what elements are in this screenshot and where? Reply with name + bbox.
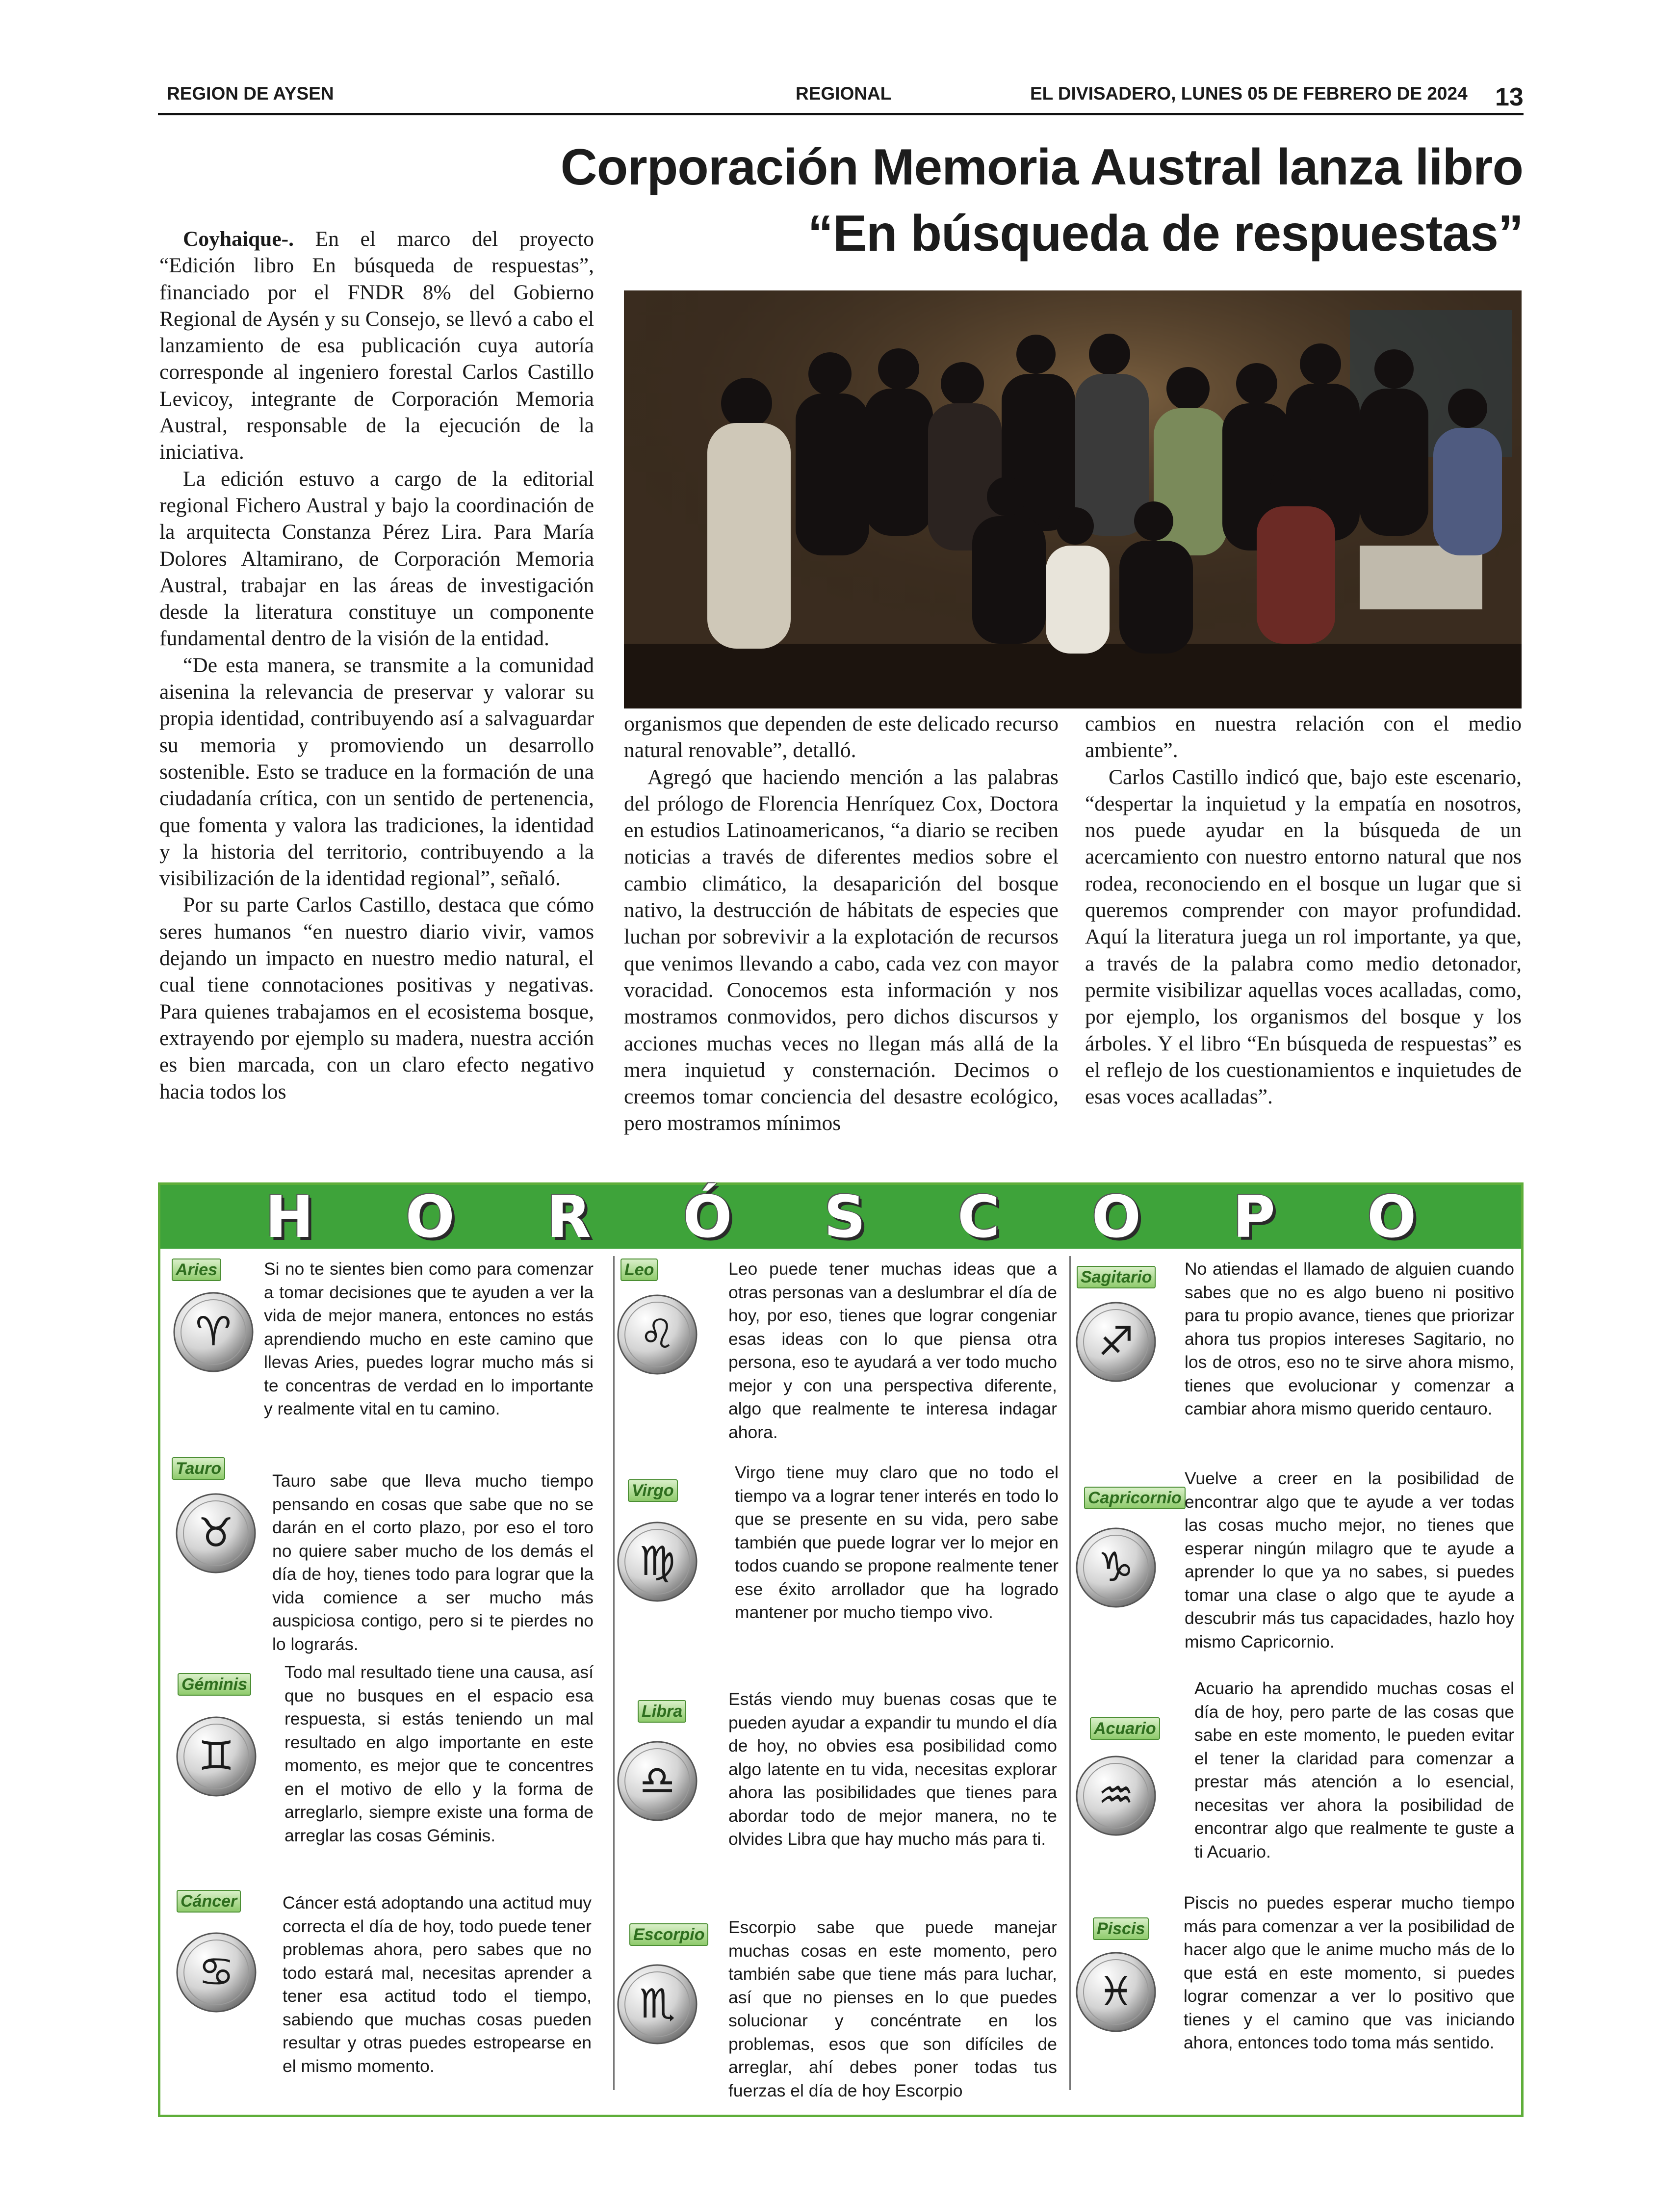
sign-label-aries: Aries bbox=[172, 1258, 221, 1281]
article-paragraph: Por su parte Carlos Castillo, destaca que cómo seres humanos “en nuestro diario vivir, vamos dejando un impacto en nuestro medio natural, el cual tiene connotaciones positivas y negativas. Para quienes trabajamos en el ecosistema bosque, extrayendo por ejemplo su madera, nuestra acción es bien marcada, con un claro efecto negativo hacia todos los bbox=[159, 893, 594, 1103]
libra-icon bbox=[616, 1739, 699, 1823]
sign-label-géminis: Géminis bbox=[178, 1673, 251, 1696]
horoscope-text-escorpio: Escorpio sabe que puede manejar muchas cosas en este momento, pero también sabe que tiene más para luchar, así que no pienses en lo que puedes solucionar y concéntrate en los problemas, esos que son difíciles de arreglar, ahí debes poner todas tus fuerzas el día de hoy Escorpio bbox=[728, 1917, 1057, 2100]
horoscope-banner-title bbox=[160, 1185, 1521, 1249]
article-column-3 bbox=[1085, 710, 1522, 1110]
banner-letter: H bbox=[265, 1183, 314, 1251]
banner-letter: Ó bbox=[683, 1183, 732, 1251]
article-paragraph: Coyhaique-. En el marco del proyecto “Edición libro En búsqueda de respuestas”, financiado por el FNDR 8% del Gobierno Regional de Aysén y su Consejo, se llevó a cabo el lanzamiento de esa publicación cuya autoría corresponde al ingeniero forestal Carlos Castillo Levicoy, integrante de Corporación Memoria Austral, responsable de la ejecución de la iniciativa. bbox=[159, 227, 594, 464]
svg-text:♈: ♈ bbox=[195, 1309, 232, 1355]
header-date: EL DIVISADERO, LUNES 05 DE FEBRERO DE 2024 bbox=[1030, 83, 1468, 104]
horoscope-text-libra: Estás viendo muy buenas cosas que te pueden ayudar a expandir tu mundo el día de hoy, no obvies esa posibilidad como algo latente en tu vida, necesitas explorar ahora las posibilidades que tienes para abordar todo de mejor manera, no te olvides Libra que hay mucho más para ti. bbox=[728, 1689, 1057, 1849]
sign-label-libra: Libra bbox=[638, 1700, 686, 1723]
horoscope-text-géminis: Todo mal resultado tiene una causa, así que no busques en el espacio esa respuesta, si estás teniendo un mal resultado en algo importante en este momento, es mejor que te concentres en el motivo de ello y la forma de arreglarlo, siempre existe una forma de arreglar las cosas Géminis. bbox=[284, 1662, 594, 1845]
horoscope-text-acuario: Acuario ha aprendido muchas cosas el día de hoy, pero parte de las cosas que sabe en este momento, le pueden evitar el tener la claridad para comenzar a prestar más atención a lo esencial, necesitas ver ahora la posibilidad de encontrar algo que realmente te guste a ti Acuario. bbox=[1194, 1678, 1514, 1861]
horoscope-text-aries: Si no te sientes bien como para comenzar a tomar decisiones que te ayuden a ver la vida de mejor manera, entonces no estás aprendiendo mucho en este camino que llevas Aries, puedes lograr mucho más si te concentras de verdad en lo importante y realmente vital en tu camino. bbox=[264, 1259, 594, 1418]
horoscope-text-capricornio: Vuelve a creer en la posibilidad de encontrar algo que te ayude a ver todas las cosas mucho mejor, no tienes que esperar ningún milagro que te ayude a aprender lo que ya no sabes, si puedes tomar una clase o algo que te ayude a descubrir más tus capacidades, hazlo hoy mismo Capricornio. bbox=[1185, 1468, 1514, 1652]
article-column-1 bbox=[159, 226, 594, 1105]
event-group-photo bbox=[624, 290, 1522, 708]
horoscope-text-virgo: Virgo tiene muy claro que no todo el tiempo va a lograr tener interés en todo lo que se presente en su vida, pero sabe también que puede lograr ver lo mejor en todos cuando se propone realmente tener ese éxito arrollador que ha logrado mantener por mucho tiempo vivo. bbox=[735, 1463, 1059, 1622]
horoscope-text-leo: Leo puede tener muchas ideas que a otras personas van a deslumbrar el día de hoy, por eso, tienes que lograr congeniar esas ideas con lo que piensa otra persona, eso te ayudará a ver todo mucho mejor y con una perspectiva diferente, algo que realmente te interesa indagar ahora. bbox=[728, 1259, 1057, 1442]
sagittarius-icon bbox=[1074, 1300, 1158, 1384]
banner-letter: C bbox=[957, 1183, 1000, 1251]
article-paragraph: cambios en nuestra relación con el medio ambiente”. bbox=[1085, 712, 1522, 762]
svg-text:♑: ♑ bbox=[1098, 1544, 1134, 1591]
header-rule bbox=[158, 113, 1524, 115]
sign-label-cáncer: Cáncer bbox=[177, 1890, 241, 1913]
article-paragraph: organismos que dependen de este delicado recurso natural renovable”, detalló. bbox=[624, 712, 1059, 762]
article-column-2 bbox=[624, 710, 1059, 1137]
svg-text:♉: ♉ bbox=[198, 1510, 234, 1556]
pisces-icon bbox=[1074, 1950, 1158, 2034]
svg-text:♋: ♋ bbox=[198, 1949, 234, 1995]
column-divider bbox=[1069, 1256, 1071, 2090]
banner-letter: O bbox=[405, 1183, 455, 1251]
svg-text:♐: ♐ bbox=[1098, 1318, 1134, 1365]
horoscope-text-sagitario: No atiendas el llamado de alguien cuando sabes que no es algo bueno ni positivo para tu propio avance, tienes que priorizar ahora tus propios intereses Sagitario, no los de otros, eso no te sirve ahora mismo, tienes que evolucionar y comenzar a cambiar ahora mismo querido centauro. bbox=[1185, 1259, 1514, 1418]
aquarius-icon bbox=[1074, 1754, 1158, 1837]
taurus-icon bbox=[174, 1492, 258, 1575]
banner-letter: O bbox=[1091, 1183, 1141, 1251]
scorpio-icon bbox=[616, 1963, 699, 2046]
horoscope-text-cáncer: Cáncer está adoptando una actitud muy correcta el día de hoy, todo puede tener problemas ahora, pero sabes que no todo estará mal, necesitas aprender a tener esa actitud todo el tiempo, sabiendo que muchas cosas pueden resultar y otras puedes estropearse en el mismo momento. bbox=[283, 1893, 592, 2076]
article-paragraph: Agregó que haciendo mención a las palabras del prólogo de Florencia Henríquez Cox, Doctora en estudios Latinoamericanos, “a diario se reciben noticias a través de diferentes medios sobre el cambio climático, la desaparición del bosque nativo, la destrucción de hábitats de especies que luchan por sobrevivir a la explotación de recursos que venimos llevando a cabo, cada vez con mayor voracidad. Conocemos esta información y nos mostramos conmovidos, pero dichos discursos y acciones muchas veces no llegan más allá de la mera inquietud y consternación. Decimos o creemos tomar conciencia del desastre ecológico, pero mostramos mínimos bbox=[624, 765, 1059, 1135]
article-title-line-2: “En búsqueda de respuestas” bbox=[807, 205, 1523, 262]
svg-text:♒: ♒ bbox=[1098, 1772, 1134, 1819]
capricorn-icon bbox=[1074, 1526, 1158, 1609]
sign-label-tauro: Tauro bbox=[172, 1457, 225, 1480]
cancer-icon bbox=[175, 1931, 258, 2014]
svg-text:♓: ♓ bbox=[1098, 1968, 1134, 2015]
article-paragraph: Carlos Castillo indicó que, bajo este escenario, “despertar la inquietud y la empatía en nosotros, nos puede ayudar en la búsqueda de un acercamiento con nuestro entorno natural que nos rodea, reconociendo en el bosque un lugar que si queremos comprender con mayor profundidad. Aquí la literatura juega un rol importante, ya que, a través de la palabra como medio detonador, permite visibilizar aquellas voces acalladas, como, por ejemplo, los organismos del bosque y los árboles. Y el libro “En búsqueda de respuestas” es el reflejo de los cuestionamientos e inquietudes de esas voces acalladas”. bbox=[1085, 765, 1522, 1109]
gemini-icon bbox=[175, 1715, 258, 1798]
sign-label-leo: Leo bbox=[620, 1258, 658, 1281]
column-divider bbox=[613, 1256, 615, 2090]
article-title-line-1: Corporación Memoria Austral lanza libro bbox=[560, 139, 1523, 196]
svg-text:♏: ♏ bbox=[639, 1981, 675, 2027]
article-paragraph: La edición estuvo a cargo de la editorial regional Fichero Austral y bajo la coordinación de la arquitecta Constanza Pérez Lira. Para María Dolores Altamirano, de Corporación Memoria Austral, trabajar en las áreas de investigación desde la literatura constituye un componente fundamental dentro de la visión de la entidad. bbox=[159, 467, 594, 651]
horoscope-text-tauro: Tauro sabe que lleva mucho tiempo pensando en cosas que sabe que no se darán en el corto plazo, por eso el toro no quiere saber mucho de los demás el día de hoy, tienes todo para lograr que la vida comience a ser mucho más auspiciosa contigo, pero si te pierdes no lo lograrás. bbox=[272, 1471, 594, 1654]
svg-text:♎: ♎ bbox=[639, 1757, 675, 1804]
banner-letter: S bbox=[824, 1183, 866, 1251]
sign-label-piscis: Piscis bbox=[1093, 1917, 1149, 1940]
aries-icon bbox=[172, 1290, 255, 1374]
page-number: 13 bbox=[1495, 83, 1524, 111]
svg-text:♊: ♊ bbox=[198, 1733, 234, 1780]
svg-text:♍: ♍ bbox=[639, 1538, 675, 1585]
sign-label-acuario: Acuario bbox=[1090, 1717, 1160, 1740]
banner-letter: O bbox=[1367, 1183, 1417, 1251]
sign-label-virgo: Virgo bbox=[628, 1479, 678, 1502]
sign-label-escorpio: Escorpio bbox=[629, 1923, 708, 1946]
article-dateline: Coyhaique-. bbox=[183, 227, 294, 251]
svg-text:♌: ♌ bbox=[639, 1311, 675, 1358]
header-section-left: REGION DE AYSEN bbox=[167, 83, 334, 104]
virgo-icon bbox=[616, 1520, 699, 1603]
sign-label-sagitario: Sagitario bbox=[1077, 1266, 1156, 1288]
header-section-center: REGIONAL bbox=[796, 83, 892, 104]
leo-icon bbox=[616, 1293, 699, 1376]
article-paragraph: “De esta manera, se transmite a la comunidad aisenina la relevancia de preservar y valorar su propia identidad, contribuyendo así a salvaguardar su memoria y promoviendo un desarrollo sostenible. Esto se traduce en la formación de una ciudadanía crítica, con un sentido de pertenencia, que fomenta y valora las tradiciones, la identidad y la historia del territorio, contribuyendo a la visibilización de la identidad regional”, señaló. bbox=[159, 653, 594, 891]
sign-label-capricornio: Capricornio bbox=[1084, 1487, 1186, 1509]
banner-letter: R bbox=[546, 1183, 591, 1251]
banner-letter: P bbox=[1233, 1183, 1275, 1251]
horoscope-text-piscis: Piscis no puedes esperar mucho tiempo más para comenzar a ver la posibilidad de hacer algo que le anime mucho más de lo que está en este momento, si puedes lograr comenzar a ver lo positivo que tienes y el camino que vas iniciando ahora, entonces todo toma más sentido. bbox=[1184, 1893, 1515, 2052]
